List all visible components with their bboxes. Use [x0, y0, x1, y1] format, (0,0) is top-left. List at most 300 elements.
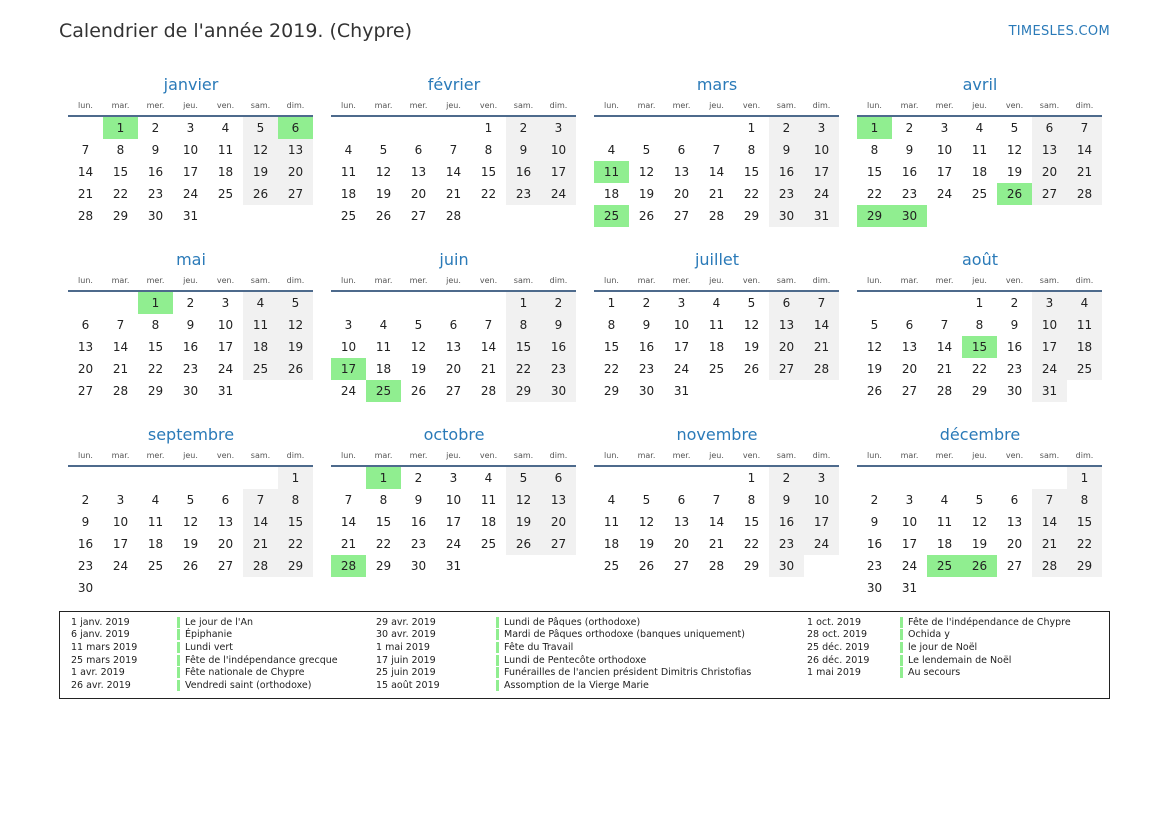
day-cell: 13 — [410, 165, 427, 179]
day-cell: 3 — [940, 121, 949, 135]
day-cell: 30 — [541, 380, 576, 402]
day-cell: 24 — [340, 384, 357, 398]
day-cell: 24 — [182, 187, 199, 201]
day-cell: 26 — [375, 209, 392, 223]
empty-cell — [243, 467, 278, 489]
day-cell: 4 — [484, 471, 493, 485]
weekday-label: lun. — [78, 276, 93, 285]
weekday-label: lun. — [867, 276, 882, 285]
day-cell: 25 — [603, 559, 620, 573]
weekday-label: jeu. — [446, 451, 461, 460]
day-cell: 13 — [673, 165, 690, 179]
day-cell: 10 — [541, 139, 576, 161]
day-cell: 11 — [375, 340, 392, 354]
day-cell: 27 — [217, 559, 234, 573]
day-cell: 21 — [243, 533, 278, 555]
weekday-label: mar. — [900, 451, 919, 460]
day-cell: 18 — [971, 165, 988, 179]
weekday-label: mer. — [409, 451, 428, 460]
day-cell: 12 — [638, 165, 655, 179]
month-name: mai — [176, 250, 206, 269]
day-cell: 7 — [484, 318, 493, 332]
day-cell: 15 — [480, 165, 497, 179]
day-cell: 11 — [1067, 314, 1102, 336]
day-cell: 6 — [221, 493, 230, 507]
day-cell: 11 — [217, 143, 234, 157]
day-cell: 15 — [743, 515, 760, 529]
day-cell: 29 — [971, 384, 988, 398]
day-cell: 16 — [410, 515, 427, 529]
holiday-day-cell: 1 — [138, 292, 173, 314]
day-cell: 19 — [866, 362, 883, 376]
day-cell: 31 — [673, 384, 690, 398]
day-cell: 28 — [445, 209, 462, 223]
day-cell: 7 — [81, 143, 90, 157]
weekday-label: jeu. — [446, 276, 461, 285]
day-cell: 23 — [866, 559, 883, 573]
weekday-label: mer. — [409, 276, 428, 285]
holiday-day-cell: 1 — [857, 117, 892, 139]
day-cell: 3 — [221, 296, 230, 310]
day-cell: 3 — [804, 117, 839, 139]
day-cell: 21 — [1067, 161, 1102, 183]
weekday-label: jeu. — [709, 101, 724, 110]
day-cell: 17 — [1032, 336, 1067, 358]
weekday-label: mer. — [672, 451, 691, 460]
day-cell: 10 — [217, 318, 234, 332]
day-cell: 15 — [506, 336, 541, 358]
day-cell: 18 — [340, 187, 357, 201]
day-cell: 20 — [217, 537, 234, 551]
weekday-label: ven. — [742, 276, 761, 285]
day-cell: 14 — [1032, 511, 1067, 533]
weekday-label: sam. — [513, 276, 534, 285]
holiday-date: 25 juin 2019 — [376, 667, 436, 679]
month-name: août — [961, 250, 998, 269]
day-cell: 6 — [677, 493, 686, 507]
day-cell: 30 — [410, 559, 427, 573]
day-cell: 12 — [971, 515, 988, 529]
day-cell: 21 — [936, 362, 953, 376]
day-cell: 1 — [747, 121, 756, 135]
weekday-label: ven. — [1005, 276, 1024, 285]
day-cell: 22 — [1067, 533, 1102, 555]
day-cell: 5 — [506, 467, 541, 489]
weekday-label: mer. — [935, 276, 954, 285]
day-cell: 1 — [484, 121, 493, 135]
day-cell: 17 — [673, 340, 690, 354]
empty-cell — [594, 467, 629, 489]
holiday-name: Le jour de l'An — [177, 617, 253, 628]
day-cell: 12 — [506, 489, 541, 511]
holiday-date: 11 mars 2019 — [71, 641, 138, 653]
day-cell: 11 — [243, 314, 278, 336]
day-cell: 7 — [804, 292, 839, 314]
weekday-label: mer. — [672, 101, 691, 110]
day-cell: 11 — [480, 493, 497, 507]
weekday-header — [331, 96, 576, 117]
day-cell: 3 — [804, 467, 839, 489]
day-cell: 10 — [112, 515, 129, 529]
holiday-day-cell: 25 — [366, 380, 401, 402]
day-cell: 25 — [1067, 358, 1102, 380]
day-cell: 17 — [804, 161, 839, 183]
day-cell: 11 — [603, 515, 620, 529]
day-cell: 13 — [77, 340, 94, 354]
holiday-day-cell: 15 — [962, 336, 997, 358]
day-cell: 20 — [410, 187, 427, 201]
holiday-name: Fête de l'indépendance grecque — [177, 655, 338, 666]
day-cell: 19 — [743, 340, 760, 354]
page-title: Calendrier de l'année 2019. (Chypre) — [59, 20, 413, 42]
weekday-label: mer. — [146, 101, 165, 110]
day-cell: 29 — [112, 209, 129, 223]
day-cell: 6 — [1010, 493, 1019, 507]
weekday-label: dim. — [812, 451, 831, 460]
holiday-date: 30 avr. 2019 — [376, 629, 436, 641]
weekday-label: sam. — [513, 101, 534, 110]
weekday-label: lun. — [78, 451, 93, 460]
day-cell: 20 — [278, 161, 313, 183]
day-cell: 18 — [603, 187, 620, 201]
day-cell: 13 — [445, 340, 462, 354]
day-cell: 27 — [541, 533, 576, 555]
day-cell: 10 — [182, 143, 199, 157]
day-cell: 2 — [1010, 296, 1019, 310]
weekday-label: lun. — [341, 276, 356, 285]
weekday-label: lun. — [604, 451, 619, 460]
holiday-day-cell: 6 — [278, 117, 313, 139]
holiday-name: Fête nationale de Chypre — [177, 667, 305, 678]
day-cell: 18 — [936, 537, 953, 551]
day-grid — [331, 117, 576, 227]
holiday-date: 25 mars 2019 — [71, 654, 138, 666]
day-cell: 28 — [708, 559, 725, 573]
day-cell: 28 — [936, 384, 953, 398]
holiday-day-cell: 26 — [997, 183, 1032, 205]
empty-cell — [366, 292, 401, 314]
day-cell: 20 — [673, 537, 690, 551]
month-calendar — [331, 74, 577, 236]
day-cell: 31 — [217, 384, 234, 398]
month-name: novembre — [676, 425, 758, 444]
empty-cell — [68, 292, 103, 314]
holiday-name: Ochida y — [900, 629, 950, 640]
day-cell: 1 — [1067, 467, 1102, 489]
brand-link[interactable]: TIMESLES.COM — [1008, 24, 1110, 39]
month-calendar — [857, 249, 1103, 411]
weekday-label: jeu. — [972, 276, 987, 285]
empty-cell — [173, 467, 208, 489]
day-cell: 26 — [866, 384, 883, 398]
day-grid — [594, 292, 839, 402]
empty-cell — [664, 117, 699, 139]
day-cell: 21 — [708, 537, 725, 551]
day-cell: 16 — [147, 165, 164, 179]
holiday-day-cell: 29 — [857, 205, 892, 227]
holiday-date: 6 janv. 2019 — [71, 629, 130, 641]
day-cell: 12 — [278, 314, 313, 336]
weekday-label: dim. — [286, 451, 305, 460]
weekday-label: sam. — [1039, 451, 1060, 460]
holiday-name: Fête du Travail — [496, 642, 573, 653]
day-cell: 1 — [278, 467, 313, 489]
day-cell: 25 — [480, 537, 497, 551]
weekday-header — [594, 271, 839, 292]
month-calendar — [594, 424, 840, 586]
day-cell: 25 — [217, 187, 234, 201]
day-cell: 17 — [112, 537, 129, 551]
day-cell: 26 — [182, 559, 199, 573]
day-cell: 5 — [975, 493, 984, 507]
day-cell: 25 — [147, 559, 164, 573]
weekday-label: dim. — [549, 276, 568, 285]
weekday-label: mar. — [637, 276, 656, 285]
weekday-label: lun. — [78, 101, 93, 110]
day-cell: 22 — [375, 537, 392, 551]
day-cell: 3 — [541, 117, 576, 139]
day-cell: 2 — [186, 296, 195, 310]
weekday-label: dim. — [1075, 451, 1094, 460]
holiday-day-cell: 17 — [331, 358, 366, 380]
day-cell: 26 — [638, 559, 655, 573]
day-cell: 10 — [804, 489, 839, 511]
day-cell: 25 — [243, 358, 278, 380]
day-cell: 29 — [375, 559, 392, 573]
holiday-date: 15 août 2019 — [376, 679, 440, 691]
day-cell: 18 — [375, 362, 392, 376]
month-name: janvier — [163, 75, 219, 94]
day-cell: 2 — [151, 121, 160, 135]
day-cell: 23 — [638, 362, 655, 376]
weekday-label: jeu. — [972, 451, 987, 460]
weekday-label: lun. — [341, 101, 356, 110]
day-cell: 12 — [375, 165, 392, 179]
day-cell: 6 — [541, 467, 576, 489]
empty-cell — [664, 467, 699, 489]
day-cell: 24 — [901, 559, 918, 573]
day-cell: 4 — [975, 121, 984, 135]
weekday-label: mar. — [374, 451, 393, 460]
day-grid — [857, 117, 1102, 227]
day-cell: 22 — [147, 362, 164, 376]
day-cell: 2 — [769, 467, 804, 489]
holiday-day-cell: 11 — [594, 161, 629, 183]
month-calendar — [857, 74, 1103, 236]
day-cell: 27 — [673, 559, 690, 573]
day-cell: 11 — [340, 165, 357, 179]
day-cell: 18 — [217, 165, 234, 179]
day-cell: 5 — [642, 143, 651, 157]
day-cell: 18 — [480, 515, 497, 529]
weekday-label: jeu. — [183, 276, 198, 285]
day-cell: 30 — [769, 205, 804, 227]
weekday-label: sam. — [776, 276, 797, 285]
day-cell: 10 — [340, 340, 357, 354]
holiday-date: 26 avr. 2019 — [71, 679, 131, 691]
holiday-day-cell: 1 — [103, 117, 138, 139]
day-cell: 8 — [116, 143, 125, 157]
day-cell: 22 — [603, 362, 620, 376]
month-calendar — [594, 249, 840, 411]
weekday-label: dim. — [286, 101, 305, 110]
weekday-label: lun. — [867, 101, 882, 110]
day-cell: 17 — [182, 165, 199, 179]
weekday-label: mar. — [900, 276, 919, 285]
holiday-day-cell: 26 — [962, 555, 997, 577]
day-cell: 19 — [278, 336, 313, 358]
day-cell: 27 — [673, 209, 690, 223]
holiday-date-column — [376, 616, 440, 692]
day-cell: 19 — [1006, 165, 1023, 179]
day-cell: 18 — [147, 537, 164, 551]
day-grid — [331, 467, 576, 577]
day-cell: 13 — [217, 515, 234, 529]
holiday-name-column — [177, 616, 338, 692]
weekday-label: jeu. — [972, 101, 987, 110]
day-cell: 8 — [607, 318, 616, 332]
day-cell: 12 — [243, 139, 278, 161]
day-cell: 28 — [480, 384, 497, 398]
weekday-label: ven. — [216, 276, 235, 285]
weekday-label: dim. — [812, 101, 831, 110]
day-cell: 10 — [673, 318, 690, 332]
day-cell: 8 — [975, 318, 984, 332]
day-cell: 20 — [901, 362, 918, 376]
day-cell: 13 — [541, 489, 576, 511]
weekday-header — [857, 271, 1102, 292]
day-cell: 1 — [506, 292, 541, 314]
weekday-label: ven. — [1005, 451, 1024, 460]
day-cell: 2 — [414, 471, 423, 485]
day-cell: 21 — [112, 362, 129, 376]
day-cell: 29 — [278, 555, 313, 577]
weekday-label: jeu. — [709, 451, 724, 460]
holiday-date: 1 avr. 2019 — [71, 667, 125, 679]
weekday-label: ven. — [1005, 101, 1024, 110]
day-cell: 18 — [603, 537, 620, 551]
day-grid — [857, 292, 1102, 402]
weekday-header — [331, 271, 576, 292]
day-cell: 25 — [340, 209, 357, 223]
day-cell: 3 — [677, 296, 686, 310]
day-cell: 20 — [1032, 161, 1067, 183]
empty-cell — [103, 292, 138, 314]
weekday-label: mer. — [935, 451, 954, 460]
day-cell: 7 — [116, 318, 125, 332]
weekday-label: mer. — [672, 276, 691, 285]
day-cell: 4 — [940, 493, 949, 507]
empty-cell — [138, 467, 173, 489]
holiday-date: 1 oct. 2019 — [807, 616, 862, 628]
day-cell: 20 — [445, 362, 462, 376]
weekday-label: mer. — [409, 101, 428, 110]
day-cell: 4 — [243, 292, 278, 314]
day-cell: 21 — [480, 362, 497, 376]
weekday-label: ven. — [742, 101, 761, 110]
weekday-header — [331, 446, 576, 467]
day-cell: 7 — [344, 493, 353, 507]
weekday-label: lun. — [341, 451, 356, 460]
weekday-label: dim. — [549, 451, 568, 460]
day-cell: 23 — [182, 362, 199, 376]
day-cell: 29 — [603, 384, 620, 398]
month-calendar — [68, 249, 314, 411]
weekday-header — [68, 446, 313, 467]
day-cell: 9 — [769, 489, 804, 511]
day-cell: 9 — [905, 143, 914, 157]
day-cell: 17 — [936, 165, 953, 179]
day-cell: 30 — [182, 384, 199, 398]
day-cell: 21 — [708, 187, 725, 201]
weekday-label: lun. — [604, 276, 619, 285]
day-cell: 23 — [769, 533, 804, 555]
day-cell: 10 — [1032, 314, 1067, 336]
weekday-label: mer. — [935, 101, 954, 110]
weekday-label: mar. — [111, 276, 130, 285]
day-cell: 8 — [151, 318, 160, 332]
month-calendar — [68, 424, 314, 595]
empty-cell — [331, 467, 366, 489]
day-cell: 5 — [870, 318, 879, 332]
weekday-label: lun. — [604, 101, 619, 110]
day-cell: 28 — [1067, 183, 1102, 205]
month-calendar — [594, 74, 840, 236]
day-cell: 21 — [445, 187, 462, 201]
holiday-day-cell: 1 — [366, 467, 401, 489]
day-cell: 14 — [708, 515, 725, 529]
day-cell: 30 — [638, 384, 655, 398]
weekday-label: ven. — [216, 451, 235, 460]
weekday-label: mar. — [374, 101, 393, 110]
day-cell: 31 — [445, 559, 462, 573]
day-cell: 29 — [1067, 555, 1102, 577]
day-cell: 25 — [708, 362, 725, 376]
day-cell: 9 — [414, 493, 423, 507]
holiday-date: 25 déc. 2019 — [807, 641, 870, 653]
day-cell: 7 — [1067, 117, 1102, 139]
day-cell: 13 — [673, 515, 690, 529]
weekday-label: mer. — [146, 276, 165, 285]
weekday-label: ven. — [216, 101, 235, 110]
holiday-date-column — [807, 616, 869, 679]
weekday-label: dim. — [1075, 101, 1094, 110]
day-cell: 3 — [1032, 292, 1067, 314]
weekday-label: sam. — [250, 101, 271, 110]
empty-cell — [208, 467, 243, 489]
day-cell: 7 — [712, 493, 721, 507]
day-cell: 17 — [901, 537, 918, 551]
weekday-label: mar. — [111, 451, 130, 460]
day-cell: 11 — [708, 318, 725, 332]
day-cell: 14 — [480, 340, 497, 354]
day-cell: 12 — [743, 318, 760, 332]
day-cell: 27 — [1006, 559, 1023, 573]
day-cell: 6 — [769, 292, 804, 314]
day-cell: 12 — [410, 340, 427, 354]
day-grid — [68, 467, 313, 599]
weekday-label: ven. — [479, 101, 498, 110]
day-cell: 18 — [708, 340, 725, 354]
empty-cell — [401, 117, 436, 139]
day-cell: 5 — [243, 117, 278, 139]
day-cell: 29 — [506, 380, 541, 402]
day-cell: 30 — [77, 581, 94, 595]
holiday-date: 29 avr. 2019 — [376, 616, 436, 628]
day-cell: 14 — [445, 165, 462, 179]
day-cell: 25 — [971, 187, 988, 201]
day-cell: 15 — [866, 165, 883, 179]
